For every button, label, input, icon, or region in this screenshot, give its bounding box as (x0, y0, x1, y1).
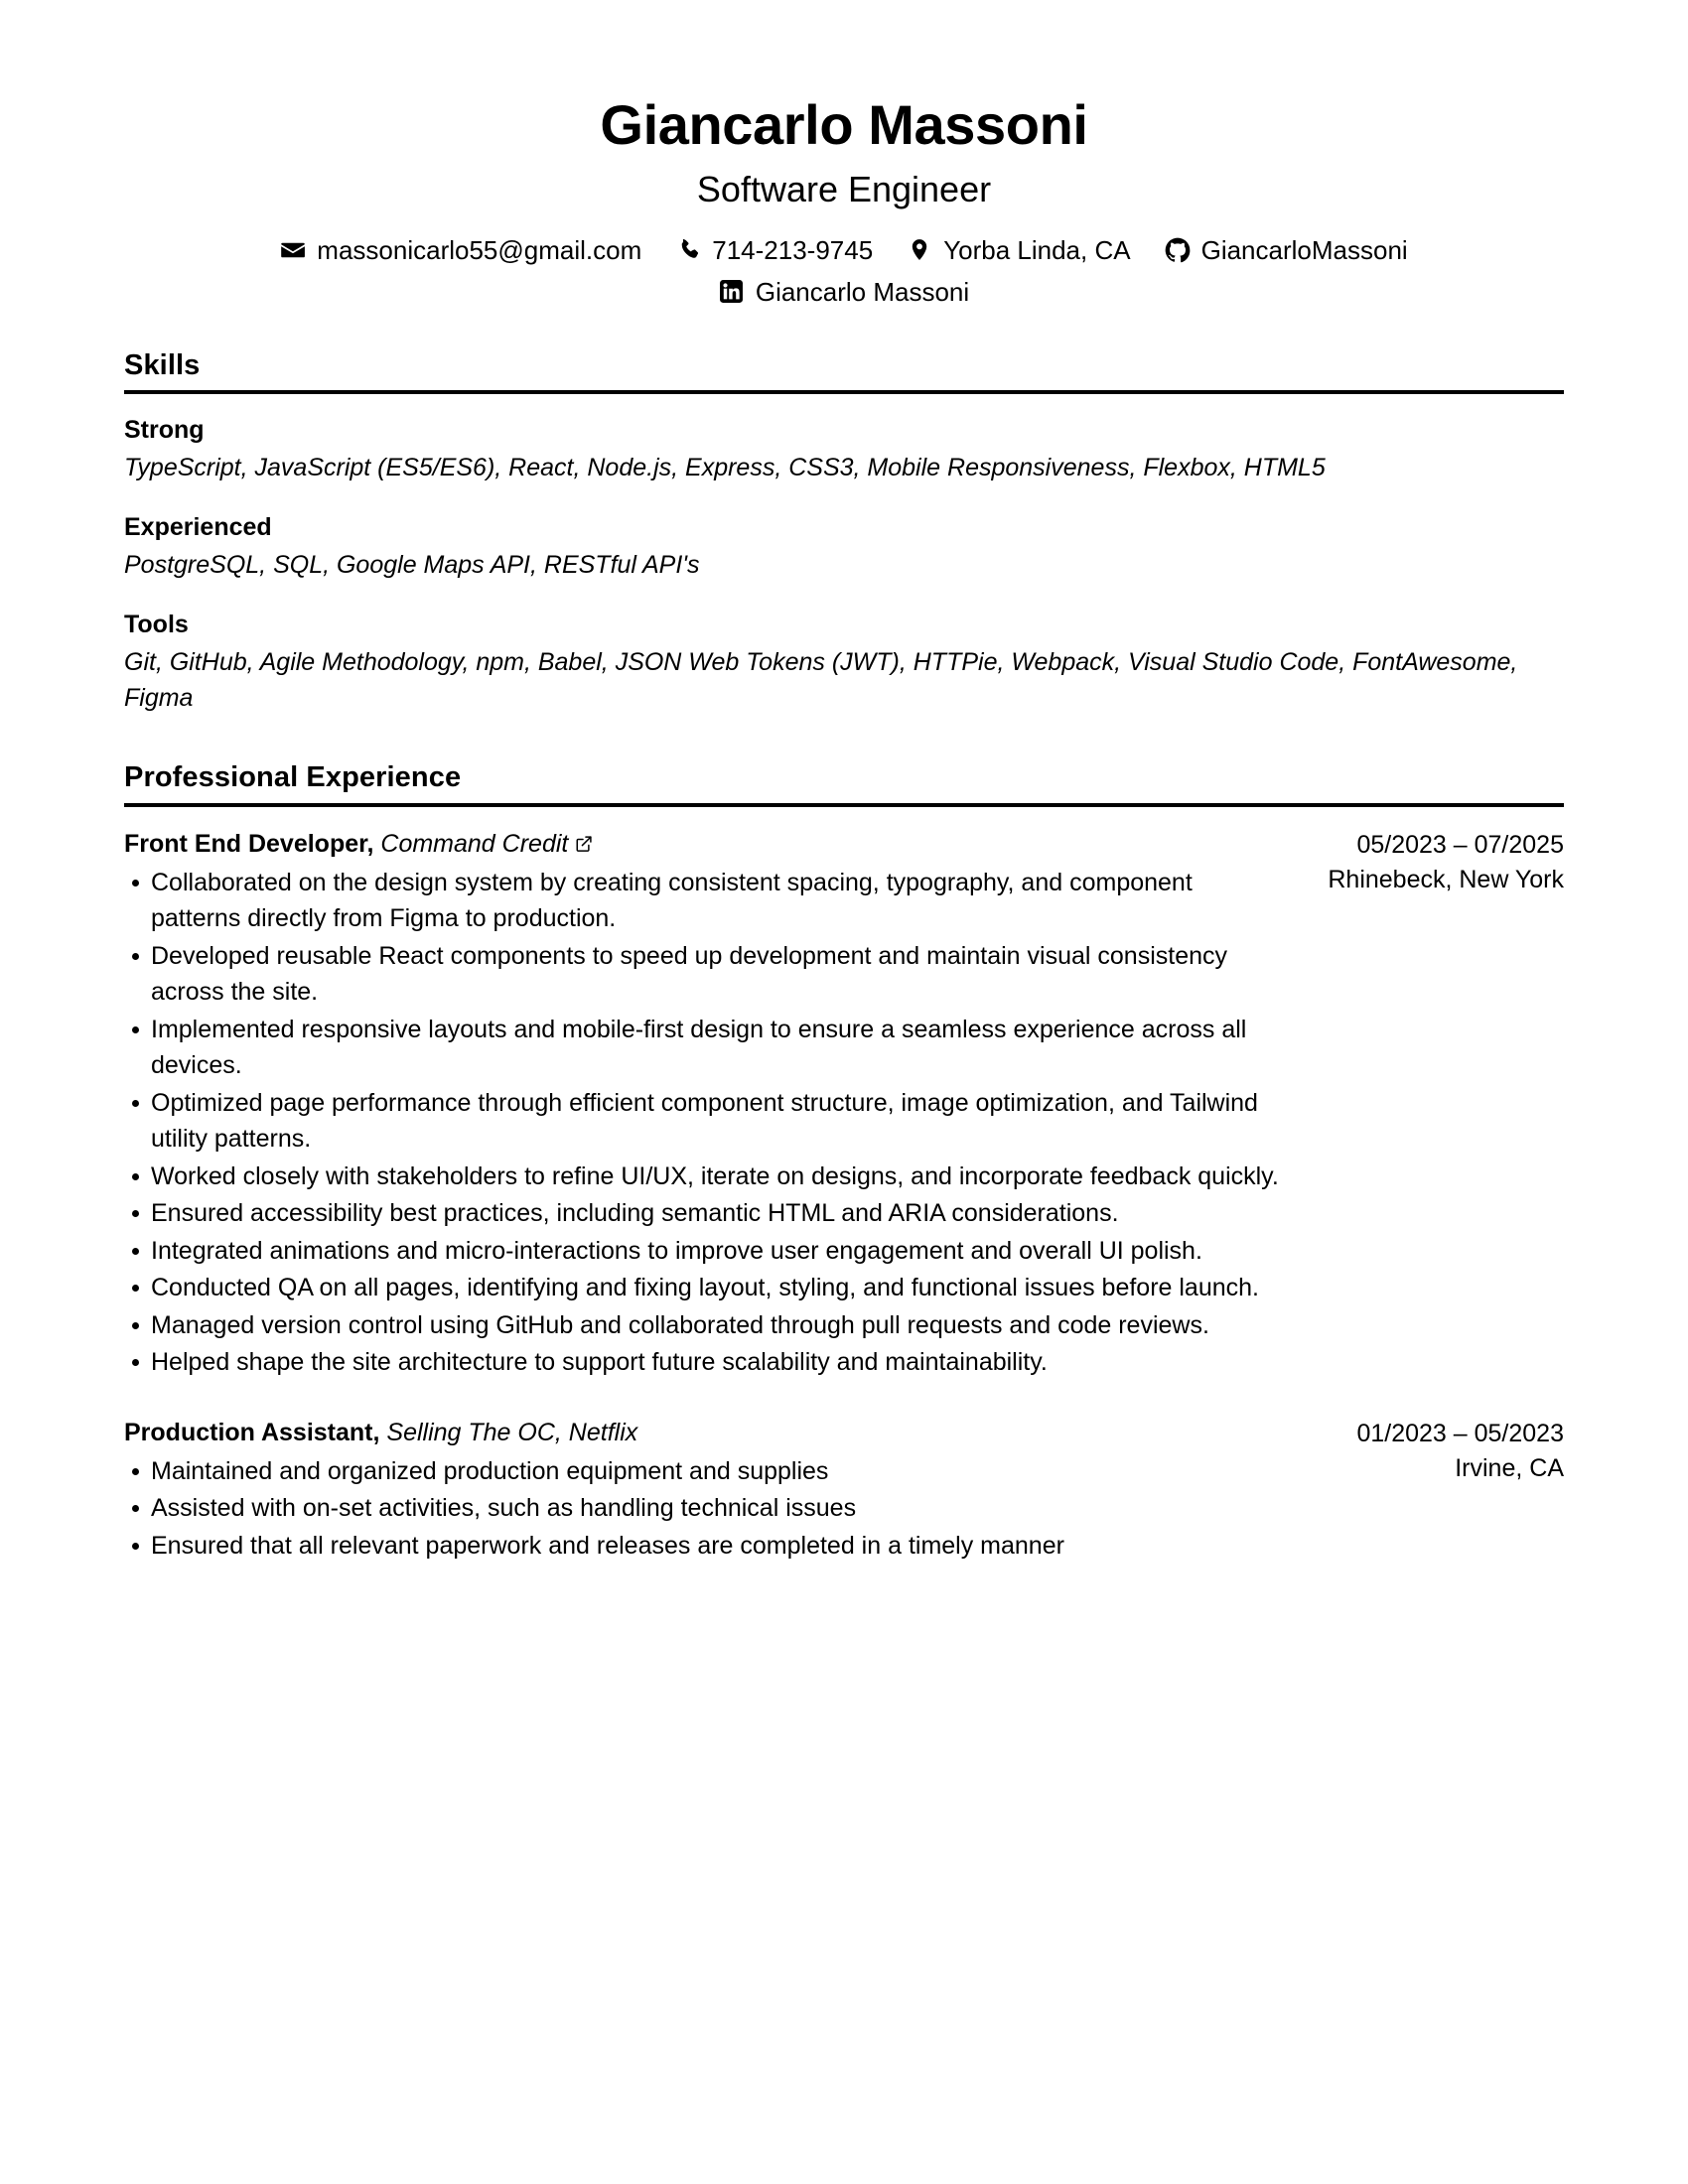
job-role: Production Assistant, (124, 1418, 380, 1446)
job-bullet: Integrated animations and micro-interactions to improve user engagement and overall UI polish. (124, 1233, 1288, 1270)
job-role: Front End Developer, (124, 829, 374, 858)
job-bullet: Assisted with on-set activities, such as handling technical issues (124, 1490, 1317, 1527)
phone-icon (675, 237, 701, 263)
job-details (124, 1416, 1317, 1566)
skill-group-label: Experienced (124, 513, 272, 542)
experience-section (124, 762, 1564, 1565)
skill-group-values: Git, GitHub, Agile Methodology, npm, Babel, JSON Web Tokens (JWT), HTTPie, Webpack, Visual Studio Code, FontAwesome, Figma (124, 648, 1518, 713)
job-bullet: Worked closely with stakeholders to refine UI/UX, iterate on designs, and incorporate feedback quickly. (124, 1159, 1288, 1195)
job-grid (124, 1416, 1564, 1566)
job-dates: 05/2023 – 07/2025 (1356, 830, 1564, 859)
contact-location-text: Yorba Linda, CA (943, 234, 1131, 265)
job-heading (124, 827, 1288, 862)
section-divider (124, 390, 1564, 394)
map-pin-icon (907, 237, 932, 263)
github-icon (1165, 237, 1191, 263)
contact-phone[interactable] (675, 234, 874, 265)
skill-group (124, 609, 1564, 716)
contact-email[interactable] (280, 234, 642, 265)
job-bullet: Ensured that all relevant paperwork and releases are completed in a timely manner (124, 1528, 1317, 1565)
job-bullet: Ensured accessibility best practices, including semantic HTML and ARIA considerations. (124, 1195, 1288, 1232)
job-bullet: Optimized page performance through efficient component structure, image optimization, and Tailwind utility patterns. (124, 1085, 1288, 1158)
skill-group-label: Strong (124, 416, 205, 445)
contact-info (124, 234, 1564, 307)
contact-github[interactable] (1165, 234, 1408, 265)
envelope-icon (280, 237, 306, 263)
job-location: Rhinebeck, New York (1328, 866, 1564, 894)
job-bullet: Helped shape the site architecture to support future scalability and maintainability. (124, 1344, 1288, 1381)
job-heading (124, 1416, 1317, 1450)
contact-phone-text: 714-213-9745 (712, 234, 874, 265)
job-bullet: Managed version control using GitHub and collaborated through pull requests and code reviews. (124, 1307, 1288, 1344)
contact-row-primary (124, 234, 1564, 265)
external-link-icon[interactable] (575, 835, 593, 853)
section-divider (124, 803, 1564, 807)
job-title-subtitle: Software Engineer (696, 169, 992, 210)
resume-header (124, 0, 1564, 305)
skill-group-values: PostgreSQL, SQL, Google Maps API, RESTful API's (124, 551, 700, 580)
skill-group (124, 414, 1564, 485)
skills-section (124, 350, 1564, 717)
contact-linkedin[interactable] (719, 276, 970, 307)
skill-group (124, 511, 1564, 583)
experience-job-list (124, 827, 1564, 1566)
job-bullet-list (124, 865, 1288, 1381)
job-company[interactable]: Command Credit (380, 829, 569, 858)
full-name: Giancarlo Massoni (600, 93, 1088, 156)
job-meta (1328, 827, 1564, 898)
experience-job (124, 1416, 1564, 1566)
job-bullet-list (124, 1453, 1317, 1565)
job-meta (1356, 1416, 1564, 1487)
contact-linkedin-text: Giancarlo Massoni (755, 276, 970, 307)
job-company: Selling The OC, Netflix (386, 1418, 638, 1446)
job-bullet: Maintained and organized production equipment and supplies (124, 1453, 1317, 1490)
experience-job (124, 827, 1564, 1382)
contact-row-secondary (124, 276, 1564, 307)
skills-group-list (124, 414, 1564, 716)
job-bullet: Collaborated on the design system by creating consistent spacing, typography, and component patterns directly from Figma to production. (124, 865, 1288, 937)
skill-group-values: TypeScript, JavaScript (ES5/ES6), React, Node.js, Express, CSS3, Mobile Responsiveness, Flexbox, HTML5 (124, 454, 1326, 482)
job-grid (124, 827, 1564, 1382)
contact-github-text: GiancarloMassoni (1200, 234, 1408, 265)
job-location: Irvine, CA (1455, 1454, 1564, 1483)
experience-section-title: Professional Experience (124, 760, 462, 793)
contact-email-text: massonicarlo55@gmail.com (317, 234, 642, 265)
job-bullet: Conducted QA on all pages, identifying and fixing layout, styling, and functional issues before launch. (124, 1270, 1288, 1306)
job-bullet: Implemented responsive layouts and mobile-first design to ensure a seamless experience across all devices. (124, 1012, 1288, 1084)
skill-group-label: Tools (124, 611, 189, 639)
linkedin-icon (719, 279, 745, 305)
job-details (124, 827, 1288, 1382)
contact-location[interactable] (907, 234, 1131, 265)
skills-section-title: Skills (124, 348, 201, 381)
job-dates: 01/2023 – 05/2023 (1356, 1419, 1564, 1447)
job-bullet: Developed reusable React components to speed up development and maintain visual consistency across the site. (124, 938, 1288, 1011)
